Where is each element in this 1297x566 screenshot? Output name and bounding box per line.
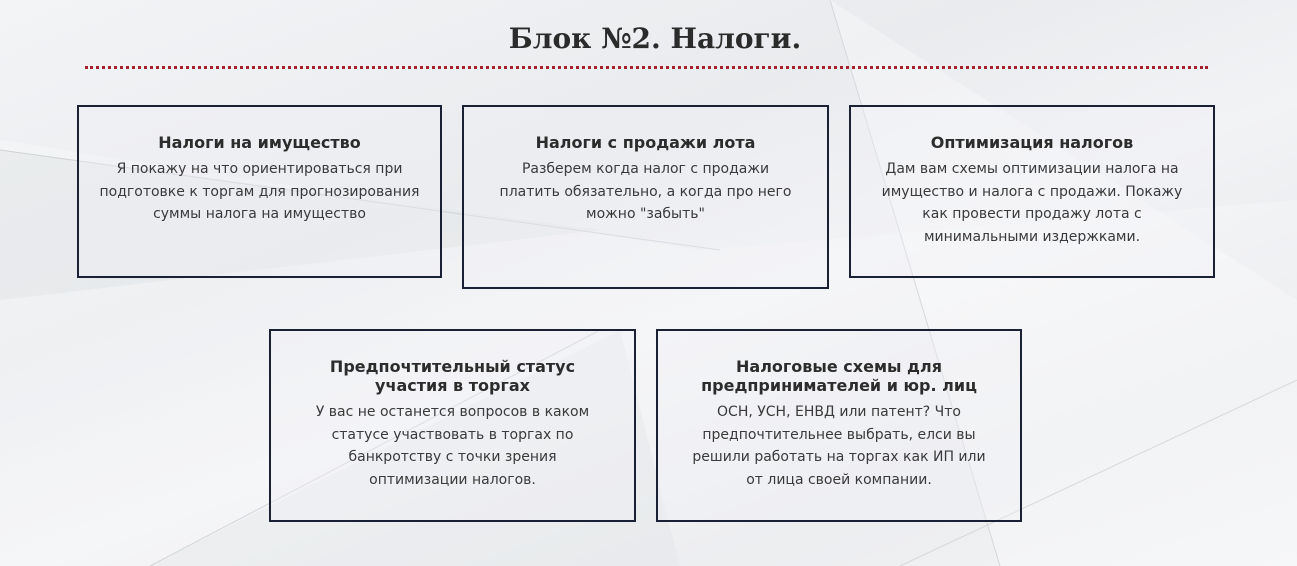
card-title: Оптимизация налогов bbox=[930, 133, 1134, 152]
card-tax-optimization bbox=[849, 105, 1215, 278]
card-title: Налоговые схемы для предпринимателей и юр. лиц bbox=[701, 357, 977, 395]
card-title: Налоги на имущество bbox=[158, 133, 361, 152]
card-text: Я покажу на что ориентироваться при подготовке к торгам для прогнозирования суммы налога на имущество bbox=[99, 161, 420, 222]
card-sale-tax bbox=[462, 105, 829, 289]
card-title: Предпочтительный статус участия в торгах bbox=[329, 357, 576, 395]
dotted-divider bbox=[85, 66, 1208, 69]
card-text: Разберем когда налог с продажи платить обязательно, а когда про него можно "забыть" bbox=[499, 161, 792, 222]
page-title: Блок №2. Налоги. bbox=[508, 22, 802, 55]
card-preferred-status bbox=[269, 329, 636, 522]
card-text: У вас не останется вопросов в каком статусе участвовать в торгах по банкротству с точки зрения оптимизации налогов. bbox=[315, 404, 590, 488]
card-text: ОСН, УСН, ЕНВД или патент? Что предпочтительнее выбрать, елси вы решили работать на торгах как ИП или от лица своей компании. bbox=[692, 404, 986, 488]
card-text: Дам вам схемы оптимизации налога на имущество и налога с продажи. Покажу как провести продажу лота с минимальными издержками. bbox=[881, 161, 1183, 245]
card-tax-schemes bbox=[656, 329, 1022, 522]
card-property-tax bbox=[77, 105, 442, 278]
card-title: Налоги с продажи лота bbox=[535, 133, 756, 152]
